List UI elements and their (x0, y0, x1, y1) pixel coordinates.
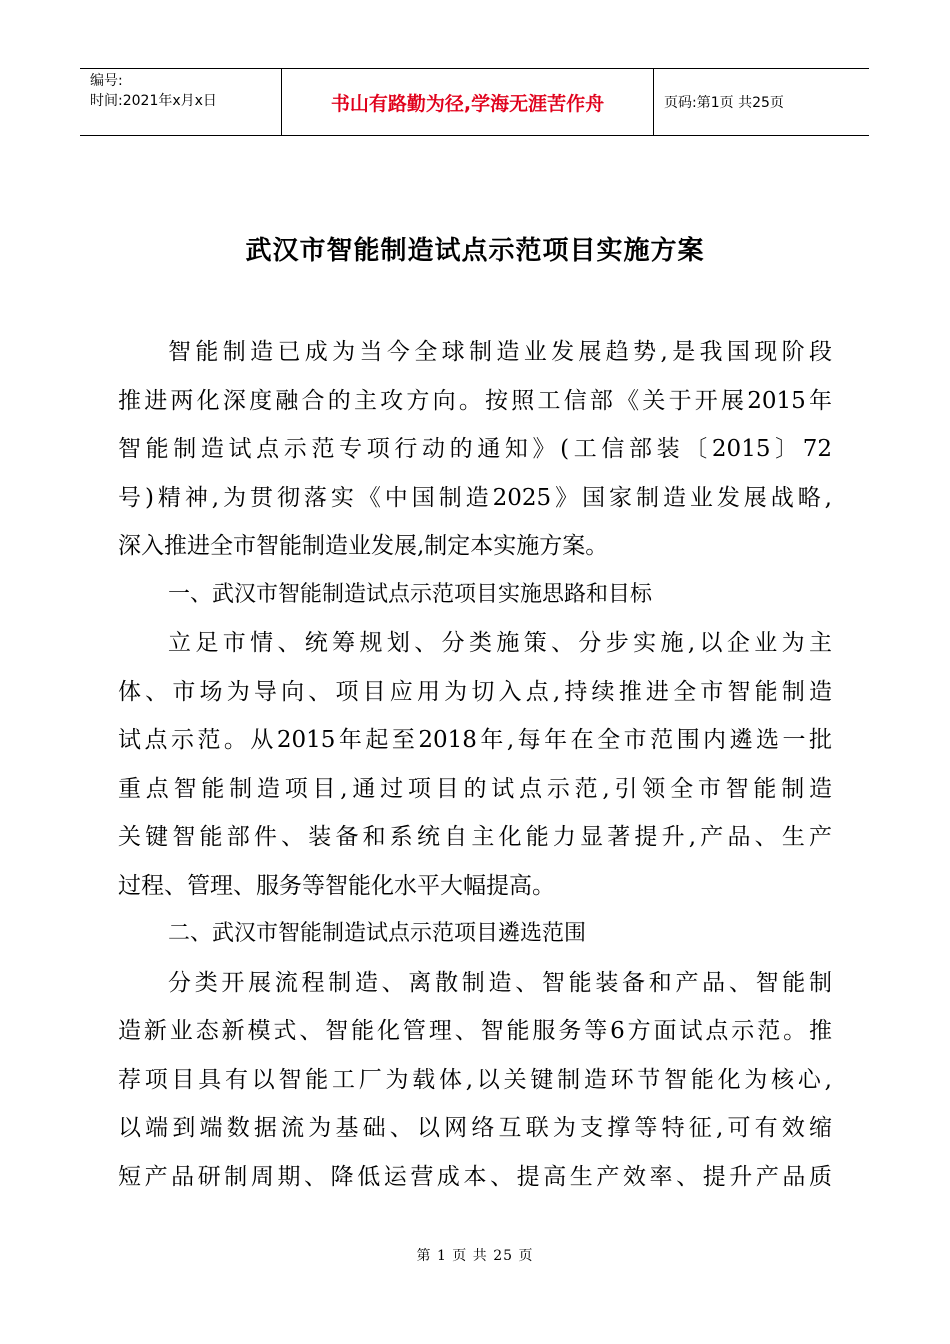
paragraph-line: 造新业态新模式、智能化管理、智能服务等6方面试点示范。推 (118, 1018, 832, 1044)
paragraph-line: 荐项目具有以智能工厂为载体,以关键制造环节智能化为核心, (118, 1066, 832, 1093)
paragraph-line: 关键智能部件、装备和系统自主化能力显著提升,产品、生产 (118, 824, 832, 850)
paragraph-line: 短产品研制周期、降低运营成本、提高生产效率、提升产品质 (118, 1163, 832, 1190)
paragraph-line: 以端到端数据流为基础、以网络互联为支撑等特征,可有效缩 (118, 1115, 832, 1141)
paragraph-line: 深入推进全市智能制造业发展,制定本实施方案。 (118, 533, 609, 559)
paragraph-line: 重点智能制造项目,通过项目的试点示范,引领全市智能制造 (118, 775, 832, 802)
header-meta-cell (80, 69, 282, 135)
paragraph-line: 号)精神,为贯彻落实《中国制造2025》国家制造业发展战略, (118, 484, 832, 511)
document-number-label: 编号: (90, 73, 123, 89)
section-heading-1: 一、武汉市智能制造试点示范项目实施思路和目标 (168, 581, 653, 607)
header-page-info: 页码:第1页 共25页 (664, 95, 784, 111)
document-body (118, 328, 832, 1201)
paragraph-line: 试点示范。从2015年起至2018年,每年在全市范围内遴选一批 (118, 727, 832, 753)
document-header-table (80, 68, 869, 136)
document-time-label: 时间:2021年x月x日 (90, 93, 217, 109)
paragraph-line: 立足市情、统筹规划、分类施策、分步实施,以企业为主 (168, 630, 832, 656)
paragraph-line: 智能制造已成为当今全球制造业发展趋势,是我国现阶段 (168, 339, 832, 365)
paragraph-line: 分类开展流程制造、离散制造、智能装备和产品、智能制 (168, 969, 832, 996)
document-title: 武汉市智能制造试点示范项目实施方案 (245, 236, 705, 266)
page-footer: 第 1 页 共 25 页 (416, 1248, 534, 1264)
paragraph-line: 过程、管理、服务等智能化水平大幅提高。 (118, 872, 555, 899)
paragraph-line: 推进两化深度融合的主攻方向。按照工信部《关于开展2015年 (118, 387, 832, 414)
header-motto: 书山有路勤为径,学海无涯苦作舟 (282, 69, 654, 135)
paragraph-line: 智能制造试点示范专项行动的通知》(工信部装〔2015〕72 (118, 436, 832, 462)
section-heading-2: 二、武汉市智能制造试点示范项目遴选范围 (168, 921, 587, 946)
paragraph-line: 体、市场为导向、项目应用为切入点,持续推进全市智能制造 (118, 678, 832, 705)
